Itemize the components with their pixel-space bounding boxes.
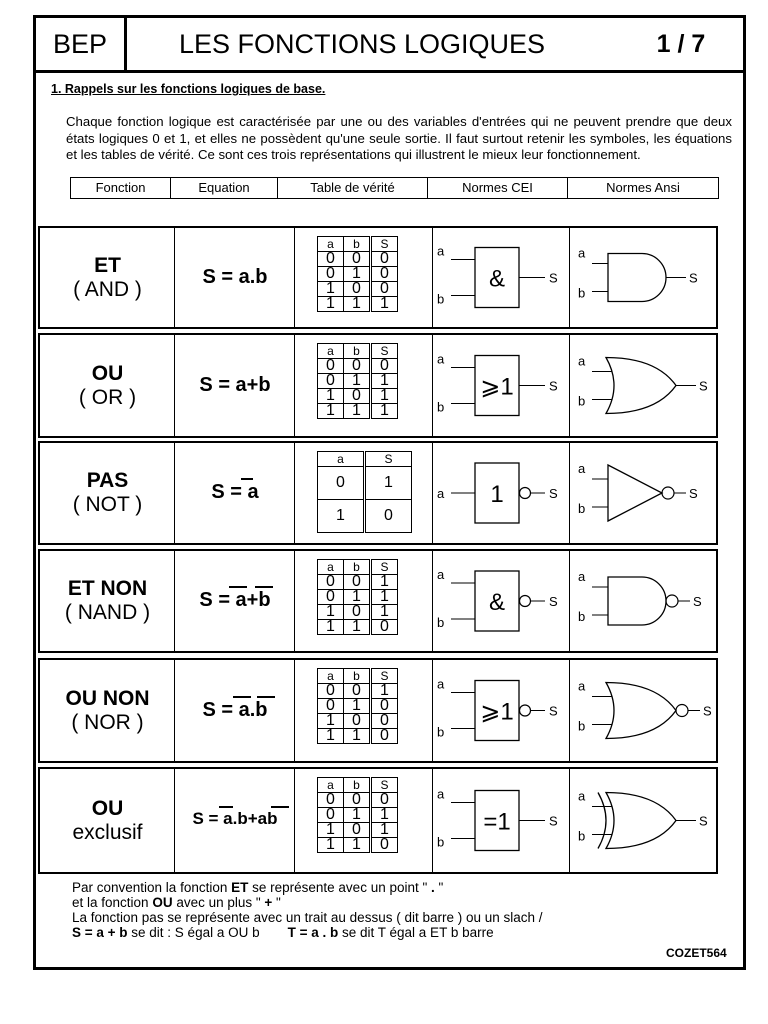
truth-table-header: a bbox=[318, 452, 365, 467]
truth-table-cell: 0 bbox=[318, 575, 344, 590]
function-name-main: OU bbox=[91, 796, 124, 820]
truth-table-cell: 1 bbox=[318, 500, 365, 533]
function-name-main: PAS bbox=[86, 469, 129, 492]
equation-cell bbox=[175, 551, 295, 651]
cei-gate-symbol bbox=[433, 443, 568, 543]
and-gate-shape bbox=[608, 254, 666, 302]
function-name bbox=[40, 797, 175, 845]
truth-table-cell: 0 bbox=[344, 684, 371, 699]
col-ansi: Normes Ansi bbox=[567, 177, 719, 199]
function-name bbox=[40, 469, 175, 517]
output-s-label: S bbox=[689, 486, 698, 501]
output-s-label: S bbox=[699, 813, 708, 829]
truth-table-cell bbox=[295, 443, 433, 543]
truth-table-cell: 0 bbox=[318, 590, 344, 605]
ansi-symbol-cell bbox=[570, 335, 716, 436]
truth-table-header: b bbox=[344, 669, 371, 684]
truth-table-cell: 1 bbox=[318, 729, 344, 744]
output-s-label: S bbox=[699, 378, 708, 394]
output-s-label: S bbox=[549, 378, 558, 394]
truth-table-cell: 0 bbox=[318, 793, 344, 808]
cei-gate-symbol bbox=[433, 551, 568, 651]
equation-cell bbox=[175, 228, 295, 327]
col-cei: Normes CEI bbox=[427, 177, 568, 199]
negation-bar bbox=[219, 806, 233, 808]
truth-table-cell bbox=[295, 660, 433, 761]
cei-symbol-cell bbox=[433, 335, 570, 436]
truth-table-cell: 1 bbox=[318, 389, 344, 404]
ansi-gate-symbol bbox=[570, 551, 714, 651]
truth-table-cell: 1 bbox=[371, 575, 398, 590]
truth-table-header: S bbox=[365, 452, 412, 467]
function-name-main: OU bbox=[91, 361, 124, 385]
function-name bbox=[40, 362, 175, 410]
truth-table-cell: 0 bbox=[344, 793, 371, 808]
truth-table-header: S bbox=[371, 778, 398, 793]
input-b-label: b bbox=[437, 399, 445, 415]
input-b-label: b bbox=[578, 718, 586, 734]
function-name-cell bbox=[40, 660, 175, 761]
truth-table-cell: 1 bbox=[371, 808, 398, 823]
input-a-label: a bbox=[578, 245, 586, 261]
xor-extra-curve bbox=[598, 793, 606, 849]
equation-cell bbox=[175, 769, 295, 872]
negation-bubble bbox=[520, 705, 531, 716]
truth-table-cell: 1 bbox=[371, 590, 398, 605]
truth-table-cell: 1 bbox=[371, 374, 398, 389]
note-line-3: La fonction pas se représente avec un trait au dessus ( dit barre ) ou un slach / bbox=[72, 910, 543, 925]
truth-table-cell: 0 bbox=[344, 605, 371, 620]
header bbox=[36, 18, 743, 73]
input-a-label: a bbox=[437, 486, 445, 501]
function-row bbox=[38, 658, 718, 763]
truth-table-cell: 1 bbox=[318, 620, 344, 635]
function-name-sub: ( NAND ) bbox=[64, 601, 151, 624]
function-name-sub: ( NOR ) bbox=[71, 710, 144, 734]
negation-bubble bbox=[666, 595, 678, 607]
function-name-cell bbox=[40, 228, 175, 327]
function-name-main: ET NON bbox=[67, 577, 148, 600]
negation-bubble bbox=[676, 705, 688, 717]
truth-table-header: b bbox=[344, 237, 371, 252]
ansi-symbol-cell bbox=[570, 769, 716, 872]
cei-symbol-cell bbox=[433, 660, 570, 761]
ansi-gate-symbol bbox=[570, 660, 714, 761]
function-name-sub: exclusif bbox=[72, 820, 143, 844]
truth-table-cell bbox=[295, 769, 433, 872]
truth-table-cell: 0 bbox=[371, 267, 398, 282]
input-a-label: a bbox=[578, 569, 586, 584]
truth-table-cell: 0 bbox=[344, 823, 371, 838]
truth-table-cell: 0 bbox=[371, 359, 398, 374]
negation-bar bbox=[255, 586, 273, 588]
input-a-label: a bbox=[437, 676, 445, 692]
header-class: BEP bbox=[36, 18, 127, 70]
truth-table-cell: 1 bbox=[318, 823, 344, 838]
input-a-label: a bbox=[578, 788, 586, 804]
truth-table-cell: 0 bbox=[371, 620, 398, 635]
truth-table-cell: 0 bbox=[318, 374, 344, 389]
output-s-label: S bbox=[549, 486, 558, 501]
truth-table-cell: 1 bbox=[344, 404, 371, 419]
output-s-label: S bbox=[549, 270, 558, 286]
section-title: 1. Rappels sur les fonctions logiques de base. bbox=[51, 82, 326, 96]
equation: S = a+b bbox=[199, 373, 271, 396]
truth-table-cell: 1 bbox=[371, 823, 398, 838]
input-a-label: a bbox=[578, 461, 586, 476]
function-row bbox=[38, 767, 718, 874]
truth-table bbox=[317, 236, 398, 312]
col-equation: Equation bbox=[170, 177, 278, 199]
truth-table-cell: 1 bbox=[344, 297, 371, 312]
function-name bbox=[40, 687, 175, 735]
truth-table-cell: 1 bbox=[365, 467, 412, 500]
ansi-gate-symbol bbox=[570, 335, 714, 436]
truth-table-header: a bbox=[318, 778, 344, 793]
cei-gate-label: ⩾1 bbox=[480, 698, 514, 726]
truth-table-header: b bbox=[344, 560, 371, 575]
truth-table-cell: 1 bbox=[318, 404, 344, 419]
function-row bbox=[38, 441, 718, 545]
input-a-label: a bbox=[437, 351, 445, 367]
truth-table-cell: 1 bbox=[371, 389, 398, 404]
function-name-main: ET bbox=[94, 253, 121, 277]
ansi-gate-symbol bbox=[570, 228, 714, 327]
truth-table bbox=[317, 343, 398, 419]
truth-table-cell: 1 bbox=[318, 297, 344, 312]
truth-table-header: S bbox=[371, 669, 398, 684]
output-s-label: S bbox=[703, 703, 712, 719]
truth-table-cell: 0 bbox=[344, 359, 371, 374]
page-number: 1 / 7 bbox=[656, 30, 706, 58]
document-code: COZET564 bbox=[666, 946, 727, 960]
function-name-cell bbox=[40, 551, 175, 651]
equation: S = a bbox=[211, 481, 259, 503]
cei-symbol-cell bbox=[433, 551, 570, 651]
truth-table-cell: 1 bbox=[371, 297, 398, 312]
negation-bubble bbox=[520, 488, 531, 499]
cei-gate-symbol bbox=[433, 769, 568, 872]
truth-table-cell: 1 bbox=[344, 267, 371, 282]
negation-bar bbox=[271, 806, 289, 808]
truth-table-cell: 0 bbox=[344, 282, 371, 297]
input-b-label: b bbox=[578, 609, 586, 624]
output-s-label: S bbox=[549, 594, 558, 609]
truth-table-header: a bbox=[318, 237, 344, 252]
negation-bar bbox=[229, 586, 247, 588]
input-a-label: a bbox=[437, 786, 445, 802]
ansi-gate-symbol bbox=[570, 443, 714, 543]
input-b-label: b bbox=[578, 285, 586, 301]
cei-gate-label: ⩾1 bbox=[480, 373, 514, 401]
truth-table-cell: 1 bbox=[318, 838, 344, 853]
function-name-sub: ( NOT ) bbox=[72, 493, 143, 516]
truth-table-cell: 0 bbox=[318, 267, 344, 282]
intro-paragraph: Chaque fonction logique est caractérisée par une ou des variables d'entrées qui ne peuvent prendre que deux états logiques 0 et 1, et elles ne possèdent qu'une seule sortie. Il faut surtout retenir les symboles, les équations et les tables de vérité. Ce sont ces trois représentations qui illustrent le mieux leur fonctionnement. bbox=[66, 114, 732, 162]
function-name-cell bbox=[40, 443, 175, 543]
input-b-label: b bbox=[578, 393, 586, 409]
or-gate-shape bbox=[606, 358, 676, 414]
truth-table-cell: 0 bbox=[318, 359, 344, 374]
col-table: Table de vérité bbox=[277, 177, 428, 199]
col-fonction: Fonction bbox=[70, 177, 171, 199]
note-line-1: Par convention la fonction ET se représente avec un point " . " bbox=[72, 880, 444, 895]
input-b-label: b bbox=[578, 501, 586, 516]
function-name-main: OU NON bbox=[65, 686, 150, 710]
or-gate-shape bbox=[606, 793, 676, 849]
truth-table-cell: 0 bbox=[371, 252, 398, 267]
truth-table-cell: 1 bbox=[344, 838, 371, 853]
truth-table-cell: 0 bbox=[371, 714, 398, 729]
equation: S = a.b+ab bbox=[192, 808, 278, 828]
ansi-symbol-cell bbox=[570, 660, 716, 761]
cei-gate-symbol bbox=[433, 335, 568, 436]
truth-table-cell bbox=[295, 551, 433, 651]
negation-bubble bbox=[662, 487, 674, 499]
truth-table-cell: 0 bbox=[371, 699, 398, 714]
truth-table-cell: 0 bbox=[371, 838, 398, 853]
truth-table-header: S bbox=[371, 344, 398, 359]
or-gate-shape bbox=[606, 683, 676, 739]
negation-bar bbox=[257, 696, 275, 698]
equation-cell bbox=[175, 443, 295, 543]
truth-table-cell: 0 bbox=[371, 793, 398, 808]
truth-table-cell bbox=[295, 335, 433, 436]
output-s-label: S bbox=[549, 813, 558, 829]
ansi-gate-symbol bbox=[570, 769, 714, 872]
truth-table-cell: 1 bbox=[318, 714, 344, 729]
cei-gate-label: & bbox=[488, 589, 506, 616]
truth-table-cell: 0 bbox=[344, 714, 371, 729]
truth-table-cell: 1 bbox=[344, 590, 371, 605]
cei-gate-label: 1 bbox=[490, 481, 504, 508]
function-name-cell bbox=[40, 769, 175, 872]
output-s-label: S bbox=[693, 594, 702, 609]
function-name-sub: ( AND ) bbox=[73, 277, 142, 301]
cei-gate-symbol bbox=[433, 660, 568, 761]
truth-table-header: b bbox=[344, 778, 371, 793]
input-b-label: b bbox=[437, 615, 445, 630]
truth-table bbox=[317, 777, 398, 853]
equation: S = a+b bbox=[199, 589, 271, 611]
truth-table-cell: 0 bbox=[318, 467, 365, 500]
input-b-label: b bbox=[437, 834, 445, 850]
truth-table-header: a bbox=[318, 669, 344, 684]
function-name-sub: ( OR ) bbox=[78, 385, 137, 409]
input-a-label: a bbox=[578, 678, 586, 694]
truth-table-cell: 0 bbox=[371, 729, 398, 744]
truth-table-cell: 1 bbox=[344, 374, 371, 389]
ansi-symbol-cell bbox=[570, 551, 716, 651]
truth-table-cell: 0 bbox=[344, 389, 371, 404]
truth-table bbox=[317, 559, 398, 635]
truth-table-cell: 0 bbox=[365, 500, 412, 533]
function-name-cell bbox=[40, 335, 175, 436]
input-a-label: a bbox=[437, 243, 445, 259]
input-a-label: a bbox=[578, 353, 586, 369]
cei-gate-symbol bbox=[433, 228, 568, 327]
ansi-symbol-cell bbox=[570, 228, 716, 327]
negation-bubble bbox=[520, 596, 531, 607]
truth-table-cell: 0 bbox=[344, 252, 371, 267]
input-b-label: b bbox=[437, 291, 445, 307]
output-s-label: S bbox=[689, 270, 698, 286]
truth-table-cell: 0 bbox=[318, 252, 344, 267]
truth-table-header: a bbox=[318, 560, 344, 575]
output-s-label: S bbox=[549, 703, 558, 719]
input-a-label: a bbox=[437, 567, 445, 582]
note-line-2: et la fonction OU avec un plus " + " bbox=[72, 895, 281, 910]
cei-gate-label: =1 bbox=[483, 808, 511, 836]
page-title: LES FONCTIONS LOGIQUES bbox=[178, 29, 546, 59]
negation-bar bbox=[241, 478, 253, 480]
not-gate-shape bbox=[608, 465, 662, 521]
truth-table-cell bbox=[295, 228, 433, 327]
truth-table-cell: 1 bbox=[371, 404, 398, 419]
truth-table-cell: 0 bbox=[318, 808, 344, 823]
input-b-label: b bbox=[437, 724, 445, 740]
input-b-label: b bbox=[578, 828, 586, 844]
ansi-symbol-cell bbox=[570, 443, 716, 543]
negation-bar bbox=[233, 696, 251, 698]
truth-table-header: S bbox=[371, 560, 398, 575]
truth-table-cell: 1 bbox=[344, 808, 371, 823]
equation-cell bbox=[175, 660, 295, 761]
truth-table bbox=[317, 451, 412, 533]
truth-table-cell: 0 bbox=[344, 575, 371, 590]
truth-table bbox=[317, 668, 398, 744]
cei-symbol-cell bbox=[433, 443, 570, 543]
function-row bbox=[38, 333, 718, 438]
truth-table-cell: 1 bbox=[371, 605, 398, 620]
truth-table-cell: 1 bbox=[371, 684, 398, 699]
truth-table-cell: 0 bbox=[371, 282, 398, 297]
equation-cell bbox=[175, 335, 295, 436]
truth-table-header: a bbox=[318, 344, 344, 359]
note-line-4: S = a + b se dit : S égal a OU b T = a . b se dit T égal a ET b barre bbox=[72, 925, 494, 940]
truth-table-cell: 0 bbox=[318, 699, 344, 714]
truth-table-cell: 1 bbox=[344, 729, 371, 744]
truth-table-header: b bbox=[344, 344, 371, 359]
equation: S = a.b bbox=[202, 265, 268, 288]
cei-symbol-cell bbox=[433, 769, 570, 872]
cei-symbol-cell bbox=[433, 228, 570, 327]
function-name bbox=[40, 577, 175, 625]
equation: S = a.b bbox=[202, 698, 268, 721]
and-gate-shape bbox=[608, 577, 666, 625]
truth-table-header: S bbox=[371, 237, 398, 252]
function-row bbox=[38, 549, 718, 653]
function-row bbox=[38, 226, 718, 329]
cei-gate-label: & bbox=[488, 265, 506, 293]
truth-table-cell: 0 bbox=[318, 684, 344, 699]
truth-table-cell: 1 bbox=[344, 699, 371, 714]
truth-table-cell: 1 bbox=[318, 282, 344, 297]
truth-table-cell: 1 bbox=[344, 620, 371, 635]
function-name bbox=[40, 254, 175, 302]
truth-table-cell: 1 bbox=[318, 605, 344, 620]
notes bbox=[72, 880, 543, 940]
